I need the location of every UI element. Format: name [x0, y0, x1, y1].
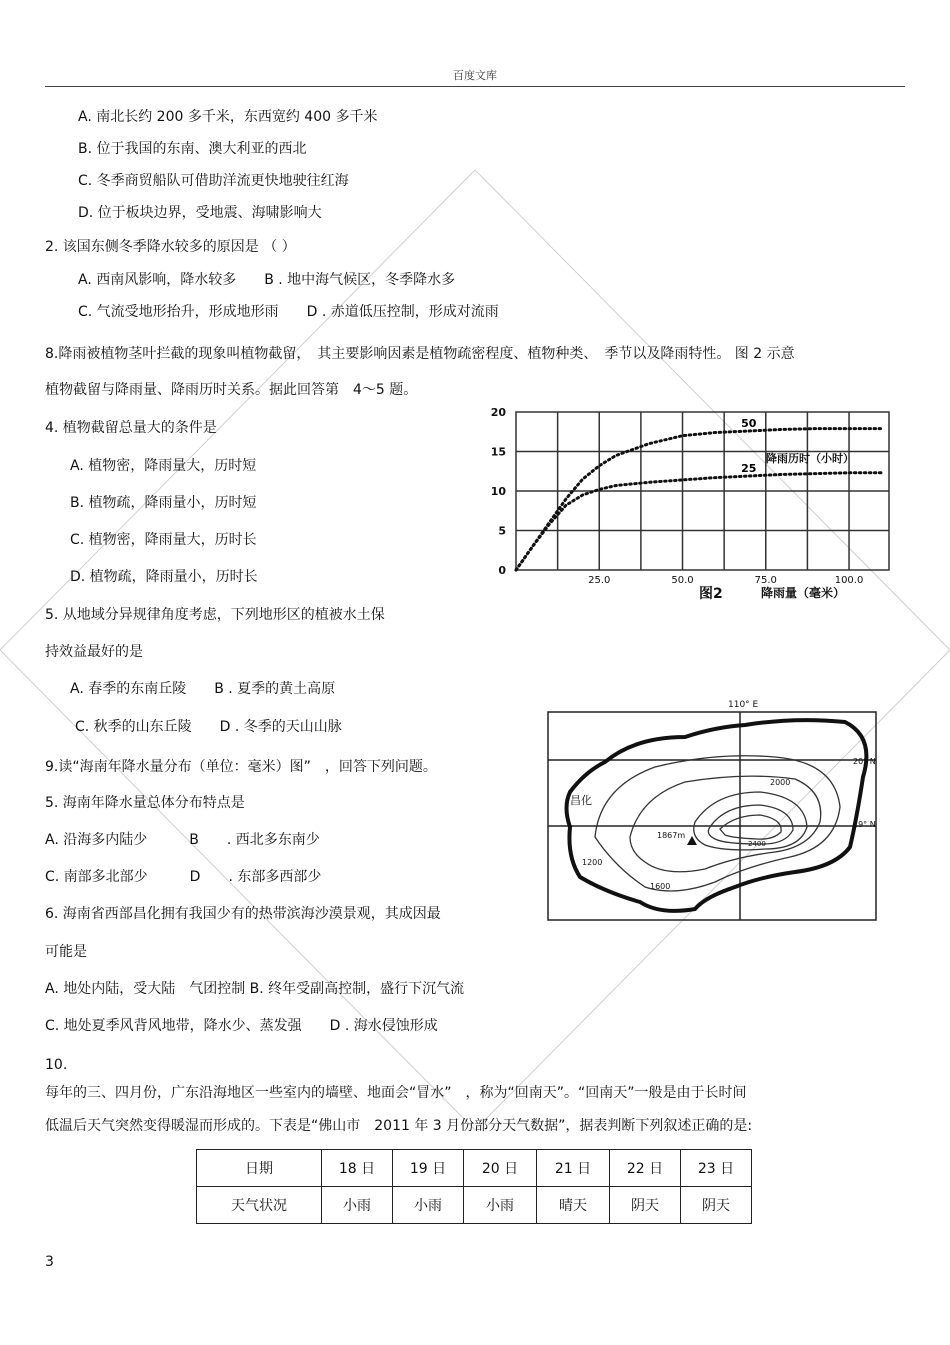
y-tick-label: 15 — [490, 445, 506, 459]
figure-caption: 图2 — [699, 586, 723, 602]
hainan-rainfall-map — [545, 697, 885, 923]
table-header-cell: 21 日 — [537, 1150, 610, 1187]
table-cell: 晴天 — [537, 1187, 610, 1224]
x-axis-label: 降雨量（毫米） — [761, 586, 846, 600]
table-cell: 小雨 — [322, 1187, 393, 1224]
q4-option-a: A. 植物密，降雨量大，历时短 — [70, 458, 257, 474]
table-header-cell: 19 日 — [393, 1150, 464, 1187]
table-header-cell: 23 日 — [681, 1150, 752, 1187]
q6-options-ab: A. 地处内陆，受大陆 气团控制 B. 终年受副高控制，盛行下沉气流 — [45, 981, 465, 997]
y-tick-label: 10 — [490, 485, 506, 498]
table-header-cell: 22 日 — [610, 1150, 681, 1187]
header-rule — [45, 86, 905, 87]
q6-options-cd: C. 地处夏季风背风地带，降水少、蒸发强 D . 海水侵蚀形成 — [45, 1018, 438, 1034]
q10-line1: 每年的三、四月份，广东沿海地区一些室内的墙壁、地面会“冒水” ，称为“回南天”。“回南天”一般是由于长时间 — [45, 1085, 747, 1101]
q9-intro: 9.读“海南年降水量分布（单位：毫米）图” ，回答下列问题。 — [45, 759, 437, 775]
longitude-label: 110° E — [728, 700, 759, 710]
latitude-label-20: 20° N — [853, 757, 876, 766]
option-d: D. 位于板块边界，受地震、海啸影响大 — [78, 205, 322, 221]
x-tick-label: 100.0 — [834, 575, 864, 586]
page-number: 3 — [45, 1254, 54, 1270]
table-row — [197, 1187, 752, 1224]
island-outline — [567, 720, 867, 911]
q4-option-b: B. 植物疏，降雨量小，历时短 — [70, 495, 257, 511]
table-cell: 小雨 — [393, 1187, 464, 1224]
series-label: 25 — [741, 461, 757, 475]
place-label: 昌化 — [570, 794, 592, 807]
q9-5-options-cd: C. 南部多北部少 D . 东部多西部少 — [45, 869, 322, 885]
table-cell: 阴天 — [610, 1187, 681, 1224]
chart-series — [516, 417, 882, 570]
q10-line2: 低温后天气突然变得暖湿而形成的。下表是“佛山市 2011 年 3 月份部分天气数据”，据表判断下列叙述正确的是: — [45, 1118, 753, 1134]
isohyet-2000: 2000 — [770, 778, 791, 787]
q9-5-stem: 5. 海南年降水量总体分布特点是 — [45, 795, 245, 811]
table-header-row — [197, 1150, 752, 1187]
q4-option-c: C. 植物密，降雨量大，历时长 — [70, 532, 257, 548]
q8-intro-line1: 8.降雨被植物茎叶拦截的现象叫植物截留， 其主要影响因素是植物疏密程度、植物种类、 季节以及降雨特性。 图 2 示意 — [45, 346, 795, 362]
q9-5-options-ab: A. 沿海多内陆少 B . 西北多东南少 — [45, 832, 320, 848]
isohyet-1600: 1600 — [650, 882, 671, 891]
table-cell: 阴天 — [681, 1187, 752, 1224]
y-tick-label: 5 — [498, 524, 506, 538]
series-label: 50 — [741, 416, 757, 430]
q4-option-d: D. 植物疏，降雨量小，历时长 — [70, 569, 258, 585]
y-tick-label: 20 — [490, 406, 506, 419]
table-header-cell: 20 日 — [464, 1150, 537, 1187]
q8-intro-line2: 植物截留与降雨量、降雨历时关系。据此回答第 4～5 题。 — [45, 382, 418, 398]
table-header-cell: 日期 — [197, 1150, 322, 1187]
series-line-50 — [516, 429, 882, 570]
x-tick-label: 75.0 — [754, 575, 777, 586]
table-header-cell: 18 日 — [322, 1150, 393, 1187]
q6-stem-line1: 6. 海南省西部昌化拥有我国少有的热带滨海沙漠景观，其成因最 — [45, 906, 441, 922]
table-cell: 天气状况 — [197, 1187, 322, 1224]
q5-stem-line1: 5. 从地域分异规律角度考虑，下列地形区的植被水土保 — [45, 607, 385, 623]
peak-label: 1867m — [657, 831, 686, 840]
q2-options-ab: A. 西南风影响，降水较多 B . 地中海气候区，冬季降水多 — [78, 272, 456, 288]
figure-2-chart — [471, 402, 909, 607]
q4-stem: 4. 植物截留总量大的条件是 — [45, 420, 217, 436]
weather-table — [196, 1149, 752, 1224]
q2-options-cd: C. 气流受地形抬升，形成地形雨 D . 赤道低压控制，形成对流雨 — [78, 304, 499, 320]
page-header: 百度文库 — [453, 69, 497, 82]
q5-options-cd: C. 秋季的山东丘陵 D . 冬季的天山山脉 — [75, 719, 342, 735]
q2-stem: 2. 该国东侧冬季降水较多的原因是 （ ） — [45, 239, 296, 255]
q5-stem-line2: 持效益最好的是 — [45, 644, 143, 660]
x-tick-label: 50.0 — [671, 575, 694, 586]
option-a: A. 南北长约 200 多千米，东西宽约 400 多千米 — [78, 109, 378, 125]
table-cell: 小雨 — [464, 1187, 537, 1224]
x-tick-label: 25.0 — [588, 575, 611, 586]
isohyet-2400: 2400 — [748, 840, 766, 848]
q6-stem-line2: 可能是 — [45, 944, 87, 960]
option-b: B. 位于我国的东南、澳大利亚的西北 — [78, 141, 307, 157]
option-c: C. 冬季商贸船队可借助洋流更快地驶往红海 — [78, 173, 349, 189]
q10-number: 10. — [45, 1057, 68, 1073]
legend-label: 降雨历时（小时） — [766, 452, 854, 465]
latitude-label-19: 19° N — [853, 820, 876, 829]
y-tick-label: 0 — [498, 564, 506, 577]
isohyet-1200: 1200 — [582, 858, 603, 867]
q5-options-ab: A. 春季的东南丘陵 B . 夏季的黄土高原 — [70, 681, 336, 697]
series-line-25 — [516, 473, 882, 570]
